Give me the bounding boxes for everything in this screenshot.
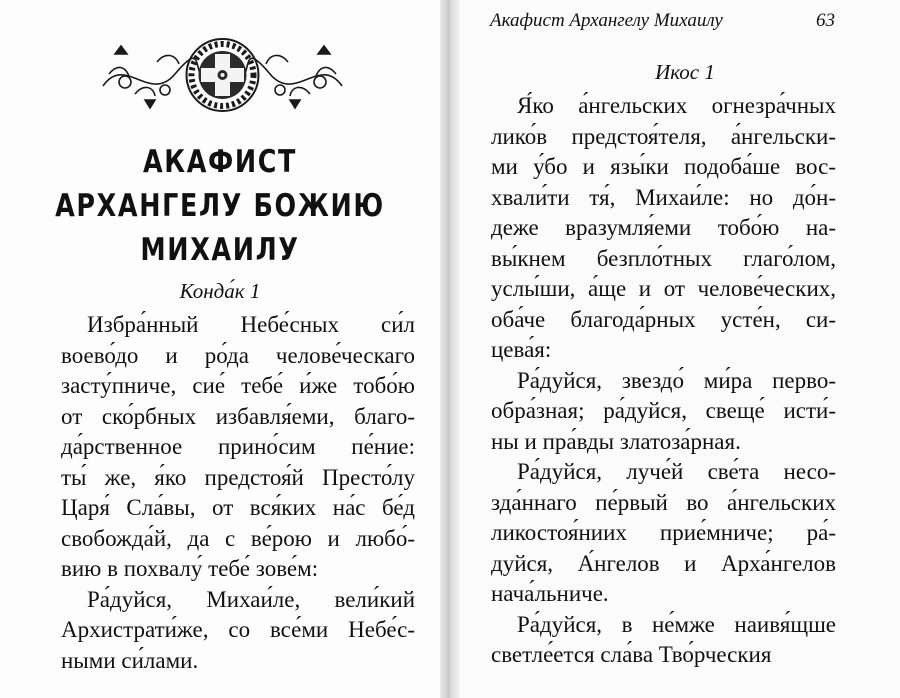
text-line: Царя́ Сла́вы, от вся́ких на́с бе́д (61, 495, 415, 520)
text-line: деже вразумля́еми тобо́ю на- (491, 215, 836, 240)
text-line: услы́ши, а́ще и от челове́ческих, (491, 276, 836, 301)
text-line: ными си́лами. (61, 647, 199, 673)
running-header (490, 10, 835, 32)
text-line: Избра́нный Небе́сных си́л (87, 312, 415, 337)
text-line: Ра́дуйся, звездо́ ми́ра перво- (517, 367, 836, 393)
text-line: Ра́дуйся, в не́мже наивя́щше (517, 611, 836, 637)
paragraph (61, 310, 415, 585)
text-line: зда́ннаго пе́рвый во а́нгельских (491, 489, 836, 515)
text-line: Я́ко а́нгельских огнезра́чных (517, 93, 836, 118)
text-line: воево́до и ро́да челове́ческаго (61, 342, 415, 368)
paragraph (491, 91, 836, 366)
text-line: ны и пра́вды златоза́рная. (491, 428, 741, 454)
text-line: лико́в предстоя́теля, а́нгельски- (491, 123, 836, 149)
text-line: ми у́бо и язы́ки подоба́ше вос- (491, 154, 836, 179)
text-line: Архистрати́же, со все́ми Небе́с- (61, 617, 415, 642)
kontakion-text (61, 310, 415, 676)
text-line: Ра́дуйся, луче́й све́та несо- (517, 459, 836, 484)
text-line: обра́зная; ра́дуйся, свеще́ исти́- (491, 398, 836, 423)
text-line: цева́я: (491, 337, 552, 362)
paragraph (491, 610, 836, 671)
text-line: Ра́дуйся, Михаи́ле, вели́кий (87, 586, 415, 612)
running-title: Акафист Архангелу Михаилу (490, 10, 723, 31)
akathist-title (40, 140, 401, 272)
title-line: АКАФИСТ (142, 144, 298, 180)
ikos-text (491, 91, 836, 671)
ikos-heading: Икос 1 (655, 60, 715, 84)
text-line: свобожда́й, да с ве́рою и любо́- (61, 525, 415, 551)
text-line: да́рственное прино́сим пе́ние: (61, 434, 415, 459)
left-page (0, 0, 440, 698)
paragraph (491, 457, 836, 610)
text-line: хвали́ти тя́, Михаи́ле: но до́н- (491, 184, 836, 210)
text-line: светле́ется сла́ва Тво́рческия (491, 642, 772, 667)
text-line: нача́льниче. (491, 581, 609, 606)
text-line: ты́ же, я́ко предстоя́й Престо́лу (61, 464, 415, 490)
text-line: вы́кнем безпло́тных глаго́лом, (491, 245, 836, 271)
text-line: вию в похвалу́ тебе́ зове́м: (61, 556, 319, 581)
floral-cross-ornament-icon (95, 34, 350, 116)
text-line: от ско́рбных избавля́еми, благо- (61, 403, 415, 429)
paragraph (61, 585, 415, 677)
title-line: АРХАНГЕЛУ БОЖИЮ (55, 188, 385, 224)
book-gutter (440, 0, 460, 698)
title-line: МИХАИЛУ (140, 232, 300, 268)
page-number: 63 (816, 10, 835, 31)
text-line: оба́че благода́рных усте́н, си- (491, 306, 836, 332)
paragraph (491, 366, 836, 458)
text-line: засту́пниче, сие́ тебе́ и́же тобо́ю (61, 373, 415, 398)
text-line: дуйся, А́нгелов и Арха́нгелов (491, 550, 836, 576)
text-line: ликостоя́ниих прие́мниче; ра́- (491, 520, 836, 545)
kontakion-heading: Конда́к 1 (179, 279, 261, 303)
